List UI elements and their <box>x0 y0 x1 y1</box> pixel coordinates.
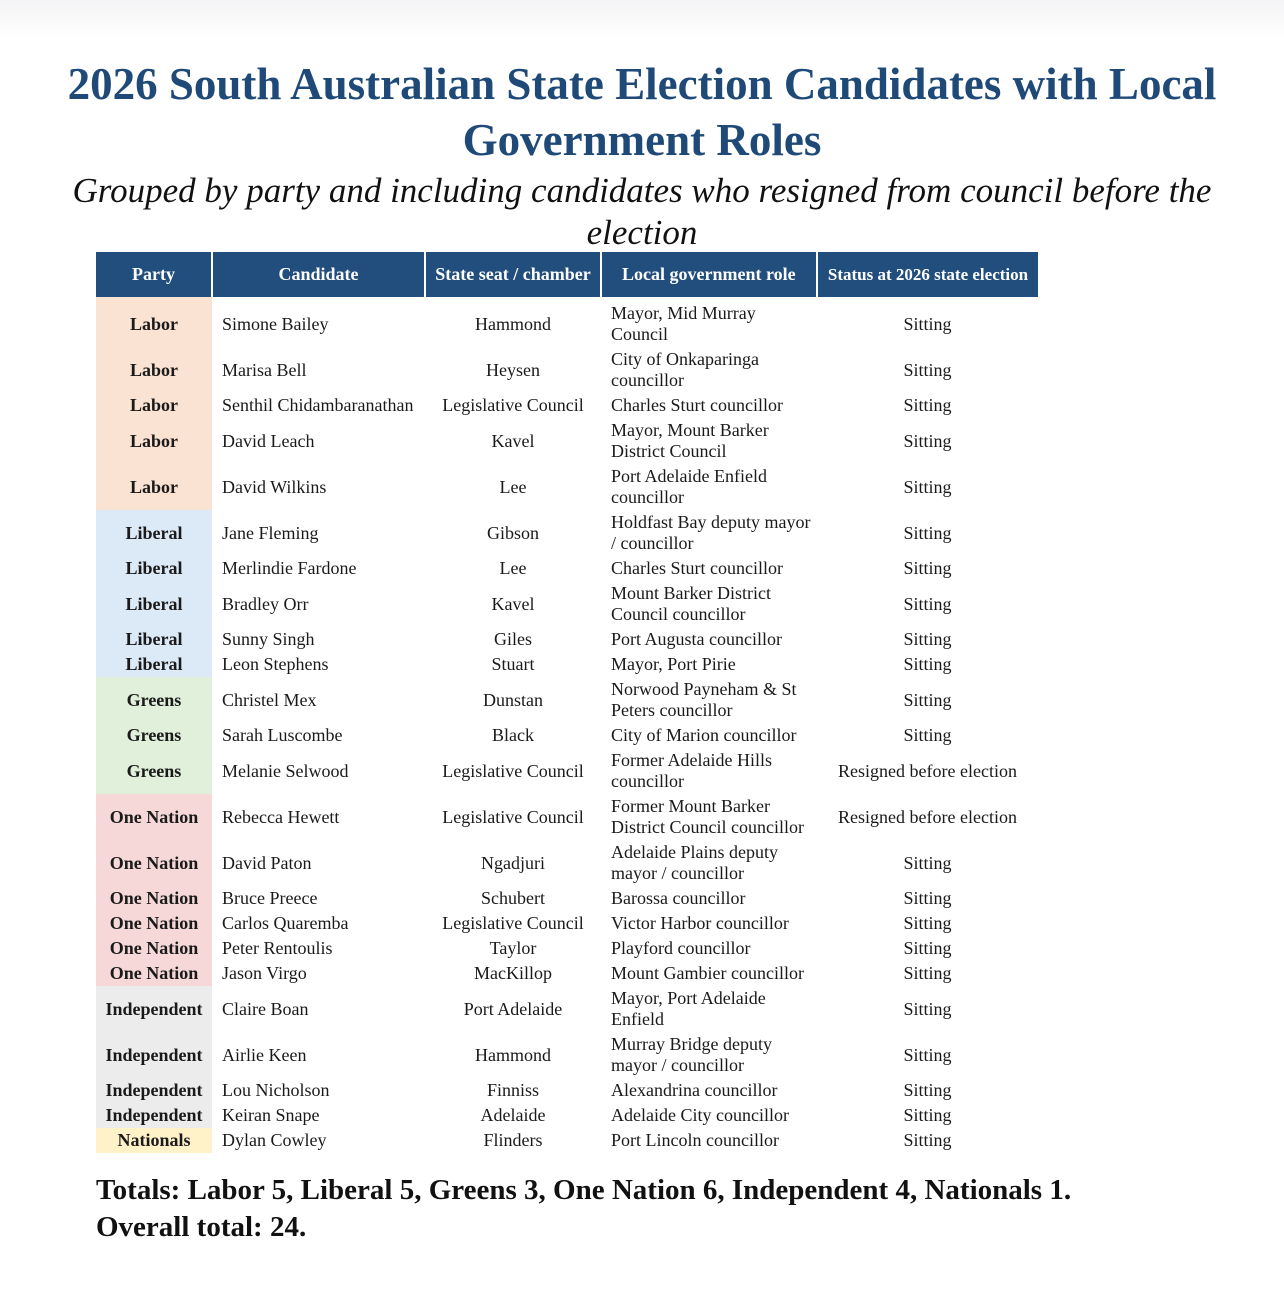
party-cell: One Nation <box>96 794 212 840</box>
seat-cell: Stuart <box>491 654 535 674</box>
role-cell: Adelaide Plains deputy mayor / councillor <box>611 842 778 883</box>
candidate-cell: Senthil Chidambaranathan <box>222 395 414 415</box>
party-cell: One Nation <box>96 936 212 961</box>
role-cell: Port Augusta councillor <box>611 629 782 649</box>
header-candidate: Candidate <box>212 252 425 297</box>
role-cell: City of Marion councillor <box>611 725 797 745</box>
table-row <box>96 840 1038 886</box>
table-row <box>96 510 1038 556</box>
table-row <box>96 794 1038 840</box>
table-row <box>96 464 1038 510</box>
party-cell: Labor <box>96 347 212 393</box>
seat-cell: Legislative Council <box>442 806 584 827</box>
table-row <box>96 297 1038 347</box>
seat-cell: Hammond <box>475 1044 551 1065</box>
role-cell: Playford councillor <box>611 938 751 958</box>
seat-cell: Taylor <box>489 938 537 958</box>
table-row <box>96 347 1038 393</box>
party-cell: Independent <box>96 1103 212 1128</box>
candidate-cell: Melanie Selwood <box>222 760 349 781</box>
status-cell: Sitting <box>903 430 952 451</box>
table-row <box>96 911 1038 936</box>
status-cell: Sitting <box>903 1044 952 1065</box>
role-cell: Mount Barker District Council councillor <box>611 583 771 624</box>
party-cell: Labor <box>96 393 212 418</box>
role-cell: Barossa councillor <box>611 888 746 908</box>
candidate-cell: Peter Rentoulis <box>222 938 333 958</box>
role-cell: Norwood Payneham & St Peters councillor <box>611 679 797 720</box>
role-cell: Former Mount Barker District Council councillor <box>611 796 804 837</box>
seat-cell: Kavel <box>491 430 535 451</box>
table-row <box>96 556 1038 581</box>
seat-cell: Dunstan <box>483 689 543 710</box>
status-cell: Sitting <box>903 558 952 578</box>
candidate-cell: Marisa Bell <box>222 359 307 380</box>
status-cell: Sitting <box>903 1080 952 1100</box>
status-cell: Sitting <box>903 963 952 983</box>
seat-cell: MacKillop <box>474 963 552 983</box>
seat-cell: Kavel <box>491 593 535 614</box>
candidate-cell: David Leach <box>222 430 315 451</box>
status-cell: Sitting <box>903 359 952 380</box>
status-cell: Sitting <box>903 476 952 497</box>
party-cell: Labor <box>96 418 212 464</box>
table-row <box>96 886 1038 911</box>
table-row <box>96 418 1038 464</box>
status-cell: Sitting <box>903 313 952 334</box>
header-party: Party <box>96 252 212 297</box>
party-cell: One Nation <box>96 961 212 986</box>
table-row <box>96 627 1038 652</box>
header-seat: State seat / chamber <box>425 252 601 297</box>
status-cell: Sitting <box>903 888 952 908</box>
role-cell: Port Adelaide Enfield councillor <box>611 466 767 507</box>
candidate-cell: Airlie Keen <box>222 1044 307 1065</box>
candidate-cell: Jason Virgo <box>222 963 307 983</box>
status-cell: Sitting <box>903 654 952 674</box>
role-cell: Alexandrina councillor <box>611 1080 778 1100</box>
seat-cell: Black <box>492 725 534 745</box>
party-cell: Greens <box>96 748 212 794</box>
party-cell: Independent <box>96 1078 212 1103</box>
seat-cell: Legislative Council <box>442 913 584 933</box>
status-cell: Sitting <box>903 852 952 873</box>
candidates-table <box>96 252 1038 1153</box>
table-row <box>96 961 1038 986</box>
role-cell: Murray Bridge deputy mayor / councillor <box>611 1034 772 1075</box>
party-cell: One Nation <box>96 911 212 936</box>
role-cell: Mount Gambier councillor <box>611 963 804 983</box>
party-cell: Greens <box>96 677 212 723</box>
seat-cell: Lee <box>499 476 527 497</box>
table-row <box>96 1032 1038 1078</box>
role-cell: Mayor, Port Adelaide Enfield <box>611 988 766 1029</box>
status-cell: Sitting <box>903 1130 952 1150</box>
table-row <box>96 393 1038 418</box>
status-cell: Resigned before election <box>838 760 1017 781</box>
table-row <box>96 748 1038 794</box>
role-cell: Holdfast Bay deputy mayor / councillor <box>611 512 811 553</box>
table-header-row <box>96 252 1038 297</box>
seat-cell: Port Adelaide <box>463 998 563 1019</box>
party-cell: Greens <box>96 723 212 748</box>
status-cell: Sitting <box>903 522 952 543</box>
candidate-cell: Jane Fleming <box>222 522 319 543</box>
status-cell: Sitting <box>903 1105 952 1125</box>
candidate-cell: Lou Nicholson <box>222 1080 330 1100</box>
status-cell: Sitting <box>903 395 952 415</box>
party-cell: One Nation <box>96 886 212 911</box>
party-cell: Liberal <box>96 627 212 652</box>
candidate-cell: Keiran Snape <box>222 1105 320 1125</box>
role-cell: Mayor, Mount Barker District Council <box>611 420 769 461</box>
page-subtitle: Grouped by party and including candidates who resigned from council before the election <box>72 171 1212 252</box>
header-local-role: Local government role <box>601 252 817 297</box>
party-cell: Labor <box>96 464 212 510</box>
seat-cell: Gibson <box>486 522 539 543</box>
table-row <box>96 723 1038 748</box>
status-cell: Sitting <box>903 593 952 614</box>
candidate-cell: Dylan Cowley <box>222 1130 327 1150</box>
totals-by-party: Totals: Labor 5, Liberal 5, Greens 3, One Nation 6, Independent 4, Nationals 1. <box>96 1174 1072 1206</box>
candidate-cell: David Paton <box>222 852 312 873</box>
role-cell: Charles Sturt councillor <box>611 395 783 415</box>
party-cell: Independent <box>96 986 212 1032</box>
table-row <box>96 581 1038 627</box>
status-cell: Sitting <box>903 913 952 933</box>
header-status: Status at 2026 state election <box>817 252 1038 297</box>
candidate-cell: Sarah Luscombe <box>222 725 343 745</box>
party-cell: Liberal <box>96 510 212 556</box>
seat-cell: Adelaide <box>480 1105 546 1125</box>
candidate-cell: Claire Boan <box>222 998 309 1019</box>
table-row <box>96 936 1038 961</box>
table-row <box>96 1103 1038 1128</box>
role-cell: Mayor, Mid Murray Council <box>611 303 756 344</box>
candidate-cell: Simone Bailey <box>222 313 329 334</box>
candidate-cell: Leon Stephens <box>222 654 329 674</box>
seat-cell: Schubert <box>481 888 545 908</box>
seat-cell: Legislative Council <box>442 760 584 781</box>
status-cell: Resigned before election <box>838 806 1017 827</box>
status-cell: Sitting <box>903 998 952 1019</box>
role-cell: Port Lincoln councillor <box>611 1130 779 1150</box>
role-cell: Charles Sturt councillor <box>611 558 783 578</box>
role-cell: Adelaide City councillor <box>611 1105 789 1125</box>
party-cell: Liberal <box>96 652 212 677</box>
overall-total: Overall total: 24. <box>96 1211 307 1243</box>
seat-cell: Hammond <box>475 313 551 334</box>
party-cell: Labor <box>96 297 212 347</box>
party-cell: Independent <box>96 1032 212 1078</box>
party-cell: Liberal <box>96 556 212 581</box>
status-cell: Sitting <box>903 725 952 745</box>
seat-cell: Flinders <box>483 1130 543 1150</box>
table-row <box>96 677 1038 723</box>
role-cell: Victor Harbor councillor <box>611 913 789 933</box>
party-cell: One Nation <box>96 840 212 886</box>
status-cell: Sitting <box>903 689 952 710</box>
candidate-cell: Bradley Orr <box>222 593 309 614</box>
candidate-cell: Carlos Quaremba <box>222 913 349 933</box>
table-row <box>96 652 1038 677</box>
table-row <box>96 1128 1038 1153</box>
seat-cell: Lee <box>499 558 527 578</box>
candidate-cell: Bruce Preece <box>222 888 318 908</box>
role-cell: Mayor, Port Pirie <box>611 654 736 674</box>
candidate-cell: Merlindie Fardone <box>222 558 357 578</box>
totals-block <box>96 1172 1256 1246</box>
seat-cell: Ngadjuri <box>481 852 545 873</box>
party-cell: Nationals <box>96 1128 212 1153</box>
candidate-cell: Rebecca Hewett <box>222 806 340 827</box>
seat-cell: Heysen <box>486 359 540 380</box>
role-cell: City of Onkaparinga councillor <box>611 349 759 390</box>
seat-cell: Finniss <box>486 1080 540 1100</box>
status-cell: Sitting <box>903 938 952 958</box>
page-title: 2026 South Australian State Election Candidates with Local Government Roles <box>67 59 1217 165</box>
role-cell: Former Adelaide Hills councillor <box>611 750 772 791</box>
candidate-cell: Christel Mex <box>222 689 317 710</box>
candidate-cell: David Wilkins <box>222 476 327 497</box>
table-row <box>96 1078 1038 1103</box>
table-row <box>96 986 1038 1032</box>
top-gradient-bar <box>0 0 1284 40</box>
party-cell: Liberal <box>96 581 212 627</box>
status-cell: Sitting <box>903 629 952 649</box>
seat-cell: Giles <box>494 629 532 649</box>
seat-cell: Legislative Council <box>442 395 584 415</box>
candidate-cell: Sunny Singh <box>222 629 315 649</box>
